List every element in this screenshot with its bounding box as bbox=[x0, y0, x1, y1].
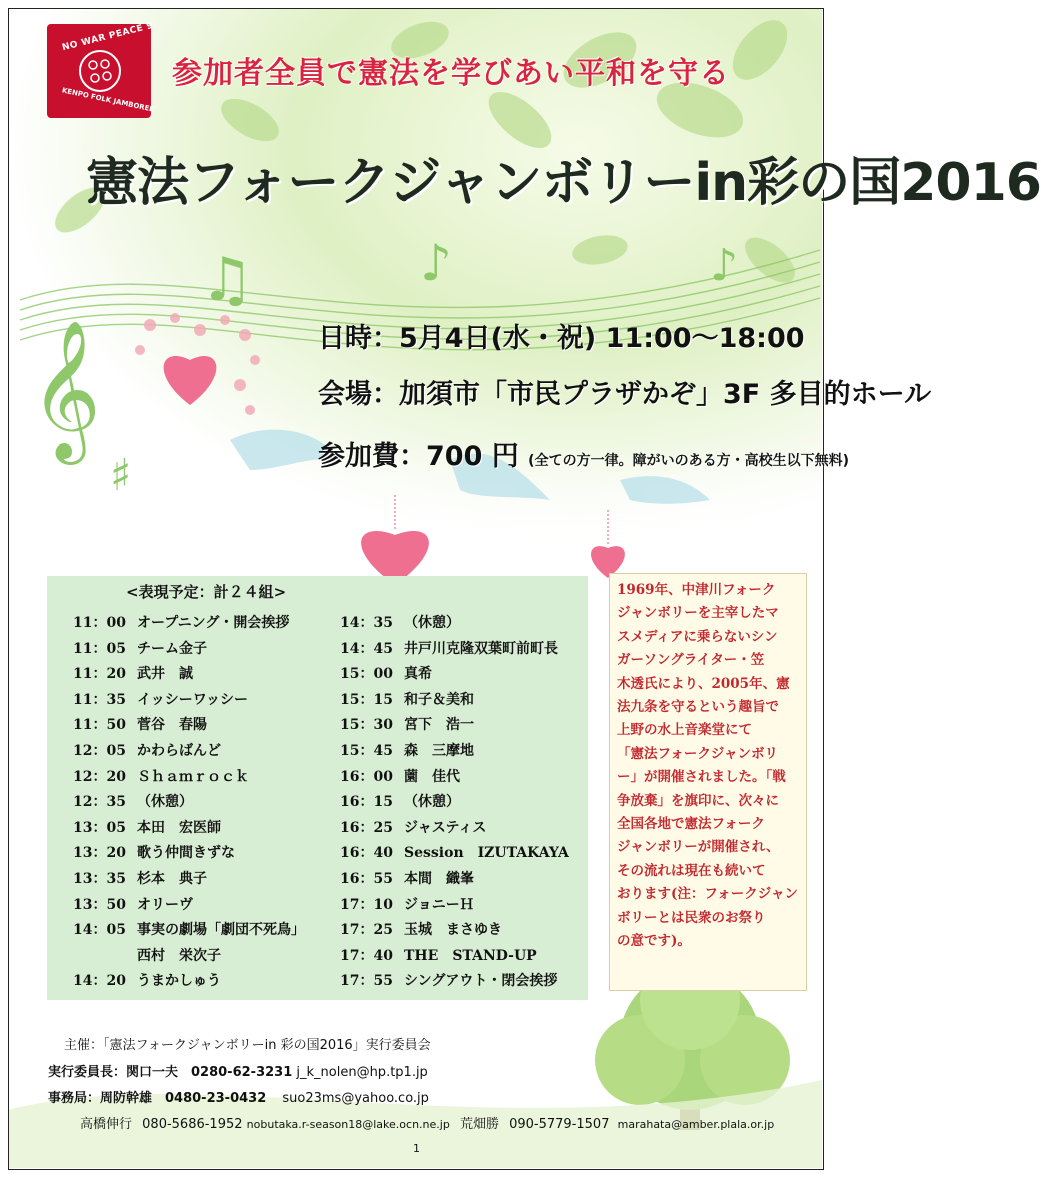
logo-text-bottom: KENPO FOLK JAMBOREE bbox=[61, 86, 155, 114]
schedule-act: ジャスティス bbox=[404, 819, 487, 836]
schedule-row bbox=[73, 945, 221, 965]
schedule-act: 森 三摩地 bbox=[404, 743, 474, 759]
history-line: 「憲法フォークジャンボリ bbox=[617, 745, 779, 762]
schedule-act: 井戸川克隆双葉町前町長 bbox=[404, 640, 558, 657]
history-line: おります(注：フォークジャン bbox=[617, 886, 798, 903]
schedule-row bbox=[73, 842, 235, 862]
schedule-act: 本田 宏医師 bbox=[137, 819, 221, 836]
history-line: ジャンボリーを主宰したマ bbox=[617, 605, 779, 622]
schedule-time: 12：35 bbox=[73, 794, 126, 811]
schedule-row bbox=[340, 740, 474, 760]
history-line: その流れは現在も続いて bbox=[617, 862, 766, 879]
schedule-act: 真希 bbox=[404, 666, 432, 683]
chair-line bbox=[48, 1061, 428, 1080]
schedule-row bbox=[73, 740, 221, 760]
schedule-row bbox=[340, 714, 474, 734]
schedule-time: 11：20 bbox=[73, 666, 126, 683]
history-line: 争放棄」を旗印に、次々に bbox=[617, 792, 779, 809]
schedule-time: 14：35 bbox=[340, 615, 393, 631]
schedule-row bbox=[73, 689, 248, 709]
schedule-time: 17：25 bbox=[340, 922, 393, 939]
contact1-email[interactable]: nobutaka.r-season18@lake.ocn.ne.jp bbox=[246, 1118, 450, 1131]
schedule-act: オープニング・開会挨拶 bbox=[137, 615, 290, 631]
schedule-act: シングアウト・閉会挨拶 bbox=[404, 973, 558, 990]
schedule-act: 杉本 典子 bbox=[137, 871, 207, 887]
contact1-phone: 080-5686-1952 bbox=[142, 1117, 243, 1132]
schedule-row bbox=[340, 766, 460, 786]
treble-clef-icon: 𝄞 bbox=[30, 320, 101, 459]
schedule-act: 玉城 まさゆき bbox=[404, 922, 502, 939]
history-line: ー」が開催されました。「戦 bbox=[617, 769, 786, 786]
fee-label: 参加費：700 円 bbox=[318, 441, 519, 472]
schedule-row bbox=[340, 919, 502, 939]
schedule-time: 16：15 bbox=[340, 794, 393, 811]
schedule-act: チーム金子 bbox=[137, 640, 207, 657]
schedule-act: Ｓｈａｍｒｏｃｋ bbox=[137, 768, 249, 785]
schedule-row bbox=[73, 868, 207, 888]
schedule-row bbox=[340, 945, 537, 965]
peace-logo bbox=[47, 20, 155, 118]
schedule-act: 本間 織峯 bbox=[404, 871, 474, 887]
schedule-time: 11：35 bbox=[73, 691, 126, 708]
schedule-time: 16：25 bbox=[340, 819, 393, 836]
schedule-time: 17：10 bbox=[340, 896, 393, 913]
contact2-name: 荒畑勝 bbox=[459, 1117, 499, 1132]
schedule-act: かわらばんど bbox=[137, 743, 221, 759]
schedule-act: うまかしゅう bbox=[137, 973, 221, 990]
schedule-time: 11：05 bbox=[73, 640, 126, 657]
schedule-time: 17：55 bbox=[340, 973, 393, 990]
chair-info: 実行委員長：関口一夫 0280-62-3231 bbox=[48, 1065, 293, 1080]
contacts-line bbox=[80, 1113, 774, 1132]
schedule-time: 13：20 bbox=[73, 845, 126, 862]
schedule-time: 17：40 bbox=[340, 947, 393, 964]
schedule-time: 14：05 bbox=[73, 922, 126, 939]
history-line: ボリーとは民衆のお祭り bbox=[617, 909, 766, 926]
schedule-row bbox=[340, 842, 569, 862]
sharp-icon: ♯ bbox=[110, 450, 132, 501]
fee-note: (全ての方一律。障がいのある方・高校生以下無料) bbox=[528, 453, 849, 469]
schedule-row bbox=[340, 791, 460, 811]
slogan: 参加者全員で憲法を学びあい平和を守る bbox=[172, 56, 730, 91]
schedule-row bbox=[73, 970, 221, 990]
schedule-time: 11：00 bbox=[73, 615, 126, 631]
schedule-time: 16：00 bbox=[340, 768, 393, 785]
office-email[interactable]: suo23ms@yahoo.co.jp bbox=[282, 1091, 429, 1106]
schedule-row bbox=[73, 817, 221, 837]
schedule-row bbox=[340, 817, 486, 837]
music-note-icon: ♫ bbox=[200, 245, 254, 315]
main-title: 憲法フォークジャンボリーin彩の国2016 bbox=[86, 153, 1041, 213]
schedule-act: イッシーワッシー bbox=[137, 691, 249, 708]
music-note-icon: ♪ bbox=[420, 234, 452, 292]
schedule-act: Session IZUTAKAYA bbox=[404, 845, 569, 862]
schedule-heading: <表現予定：計２４組> bbox=[126, 583, 287, 601]
page-number: 1 bbox=[413, 1142, 420, 1155]
schedule-act: （休憩） bbox=[404, 615, 460, 631]
schedule-act: 武井 誠 bbox=[137, 666, 193, 683]
schedule-act: 和子＆美和 bbox=[404, 691, 474, 708]
schedule-row bbox=[340, 663, 432, 683]
event-datetime: 日時：5月4日(水・祝) 11:00～18:00 bbox=[318, 323, 805, 354]
schedule-row bbox=[340, 970, 557, 990]
schedule-time: 12：20 bbox=[73, 768, 126, 785]
contact2-email[interactable]: marahata@amber.plala.or.jp bbox=[617, 1118, 775, 1131]
peace-emblem-icon bbox=[77, 48, 123, 94]
organizer-line: 主催：「憲法フォークジャンボリーin 彩の国2016」実行委員会 bbox=[64, 1038, 431, 1053]
history-line: ガーソングライター・笠 bbox=[617, 652, 765, 669]
schedule-row bbox=[73, 766, 249, 786]
history-line: 木透氏により、2005年、憲 bbox=[617, 675, 790, 692]
history-line: ジャンボリーが開催され、 bbox=[617, 839, 780, 856]
music-note-icon: ♪ bbox=[710, 240, 739, 291]
event-venue: 会場：加須市「市民プラザかぞ」3F 多目的ホール bbox=[318, 379, 932, 410]
schedule-time: 15：45 bbox=[340, 743, 393, 759]
schedule-act: 菅谷 春陽 bbox=[137, 717, 207, 734]
history-line: 法九条を守るという趣旨で bbox=[617, 699, 779, 716]
schedule-time: 12：05 bbox=[73, 743, 126, 759]
schedule-row bbox=[73, 894, 193, 914]
schedule-row bbox=[340, 638, 558, 658]
schedule-row bbox=[73, 638, 207, 658]
history-line: の意です)。 bbox=[617, 933, 691, 950]
schedule-act: 歌う仲間きずな bbox=[137, 845, 235, 862]
schedule-row bbox=[73, 612, 289, 632]
history-line: 1969年、中津川フォーク bbox=[617, 582, 776, 598]
schedule-act: 事実の劇場「劇団不死鳥」 bbox=[137, 922, 305, 939]
logo-text-top: NO WAR PEACE 9 bbox=[61, 20, 155, 54]
event-fee bbox=[318, 434, 849, 473]
schedule-row bbox=[340, 612, 460, 632]
schedule-row bbox=[73, 791, 193, 811]
schedule-act: 宮下 浩一 bbox=[404, 717, 474, 734]
schedule-time: 15：00 bbox=[340, 666, 393, 683]
schedule-time: 16：40 bbox=[340, 845, 393, 862]
schedule-act: 西村 栄次子 bbox=[137, 947, 221, 964]
contact2-phone: 090-5779-1507 bbox=[509, 1117, 610, 1132]
history-line: スメディアに乗らないシン bbox=[617, 628, 778, 645]
schedule-time: 15：15 bbox=[340, 691, 393, 708]
schedule-time: 14：20 bbox=[73, 973, 126, 990]
history-line: 上野の水上音楽堂にて bbox=[617, 722, 752, 739]
schedule-row bbox=[73, 663, 193, 683]
schedule-time: 13：50 bbox=[73, 896, 126, 913]
schedule-time: 16：55 bbox=[340, 871, 393, 887]
schedule-act: オリーヴ bbox=[137, 896, 193, 913]
schedule-row bbox=[73, 714, 207, 734]
history-text bbox=[617, 579, 801, 954]
schedule-time: 13：05 bbox=[73, 819, 126, 836]
schedule-row bbox=[340, 689, 474, 709]
schedule-act: THE STAND-UP bbox=[404, 947, 537, 964]
schedule-time: 11：50 bbox=[73, 717, 126, 734]
schedule-time: 14：45 bbox=[340, 640, 393, 657]
history-line: 全国各地で憲法フォーク bbox=[617, 816, 765, 833]
schedule-act: 薗 佳代 bbox=[404, 768, 460, 785]
schedule-act: （休憩） bbox=[404, 794, 460, 811]
schedule-act: ジョニーＨ bbox=[404, 896, 474, 913]
schedule-time: 15：30 bbox=[340, 717, 393, 734]
chair-email[interactable]: j_k_nolen@hp.tp1.jp bbox=[296, 1065, 428, 1080]
contact1-name: 高橋伸行 bbox=[80, 1117, 133, 1132]
schedule-time: 13：35 bbox=[73, 871, 126, 887]
schedule-row bbox=[340, 894, 474, 914]
schedule-act: （休憩） bbox=[137, 794, 193, 811]
office-info: 事務局：周防幹雄 0480-23-0432 bbox=[48, 1091, 267, 1106]
office-line bbox=[48, 1087, 429, 1106]
schedule-row bbox=[73, 919, 305, 939]
schedule-row bbox=[340, 868, 474, 888]
